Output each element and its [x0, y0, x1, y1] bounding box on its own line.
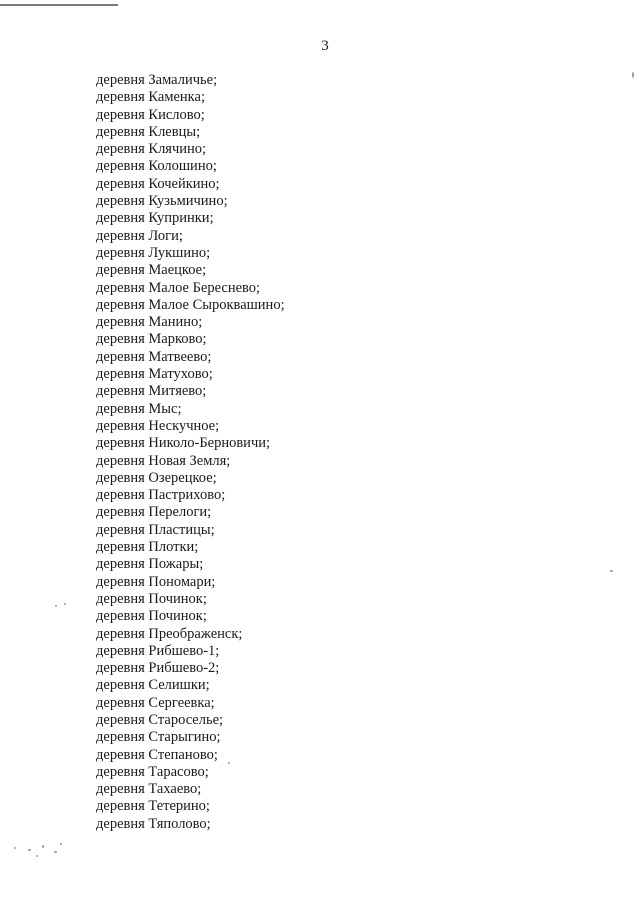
- list-item: деревня Малое Сыроквашино;: [96, 296, 285, 313]
- scan-speck: [632, 72, 634, 78]
- page-number: 3: [321, 38, 329, 54]
- list-item: деревня Степаново;: [96, 746, 218, 763]
- list-item: деревня Селишки;: [96, 677, 210, 694]
- list-item: деревня Матухово;: [96, 366, 213, 383]
- list-item: деревня Тяполово;: [96, 815, 211, 832]
- list-item: деревня Преображенск;: [96, 625, 243, 642]
- list-item: деревня Пластицы;: [96, 521, 215, 538]
- list-item: деревня Тетерино;: [96, 798, 210, 815]
- list-item: деревня Каменка;: [96, 89, 205, 106]
- list-item: деревня Починок;: [96, 608, 207, 625]
- village-list: [96, 72, 285, 833]
- list-item: деревня Мыс;: [96, 400, 182, 417]
- list-item: деревня Новая Земля;: [96, 452, 231, 469]
- list-item: деревня Перелоги;: [96, 504, 212, 521]
- list-item: деревня Починок;: [96, 590, 207, 607]
- list-item: деревня Николо-Берновичи;: [96, 435, 271, 452]
- scan-speck: [55, 605, 57, 607]
- list-item: деревня Клевцы;: [96, 123, 201, 140]
- list-item: деревня Озерецкое;: [96, 469, 217, 486]
- scan-noise: [8, 835, 78, 865]
- list-item: деревня Кислово;: [96, 106, 205, 123]
- list-item: деревня Колошино;: [96, 158, 217, 175]
- list-item: деревня Клячино;: [96, 141, 207, 158]
- list-item: деревня Матвеево;: [96, 348, 212, 365]
- list-item: деревня Митяево;: [96, 383, 207, 400]
- list-item: деревня Старыгино;: [96, 729, 221, 746]
- list-item: деревня Кузьмичино;: [96, 193, 228, 210]
- list-item: деревня Пономари;: [96, 573, 216, 590]
- list-item: деревня Нескучное;: [96, 417, 220, 434]
- list-item: деревня Логи;: [96, 227, 183, 244]
- list-item: деревня Тарасово;: [96, 763, 209, 780]
- list-item: деревня Рибшево-1;: [96, 642, 220, 659]
- scan-speck: [64, 603, 66, 605]
- list-item: деревня Плотки;: [96, 539, 199, 556]
- scan-speck: [610, 570, 613, 572]
- list-item: деревня Маецкое;: [96, 262, 207, 279]
- list-item: деревня Тахаево;: [96, 781, 202, 798]
- list-item: деревня Марково;: [96, 331, 207, 348]
- list-item: деревня Купринки;: [96, 210, 214, 227]
- list-item: деревня Пожары;: [96, 556, 204, 573]
- list-item: деревня Лукшино;: [96, 244, 211, 261]
- list-item: деревня Малое Береснево;: [96, 279, 261, 296]
- list-item: деревня Кочейкино;: [96, 175, 220, 192]
- list-item: деревня Замаличье;: [96, 72, 218, 88]
- list-item: деревня Рибшево-2;: [96, 660, 220, 677]
- scan-edge-mark: [0, 4, 118, 6]
- list-item: деревня Сергеевка;: [96, 694, 215, 711]
- list-item: деревня Староселье;: [96, 711, 224, 728]
- scan-speck: [228, 762, 230, 764]
- list-item: деревня Манино;: [96, 314, 203, 331]
- list-item: деревня Пастрихово;: [96, 487, 226, 504]
